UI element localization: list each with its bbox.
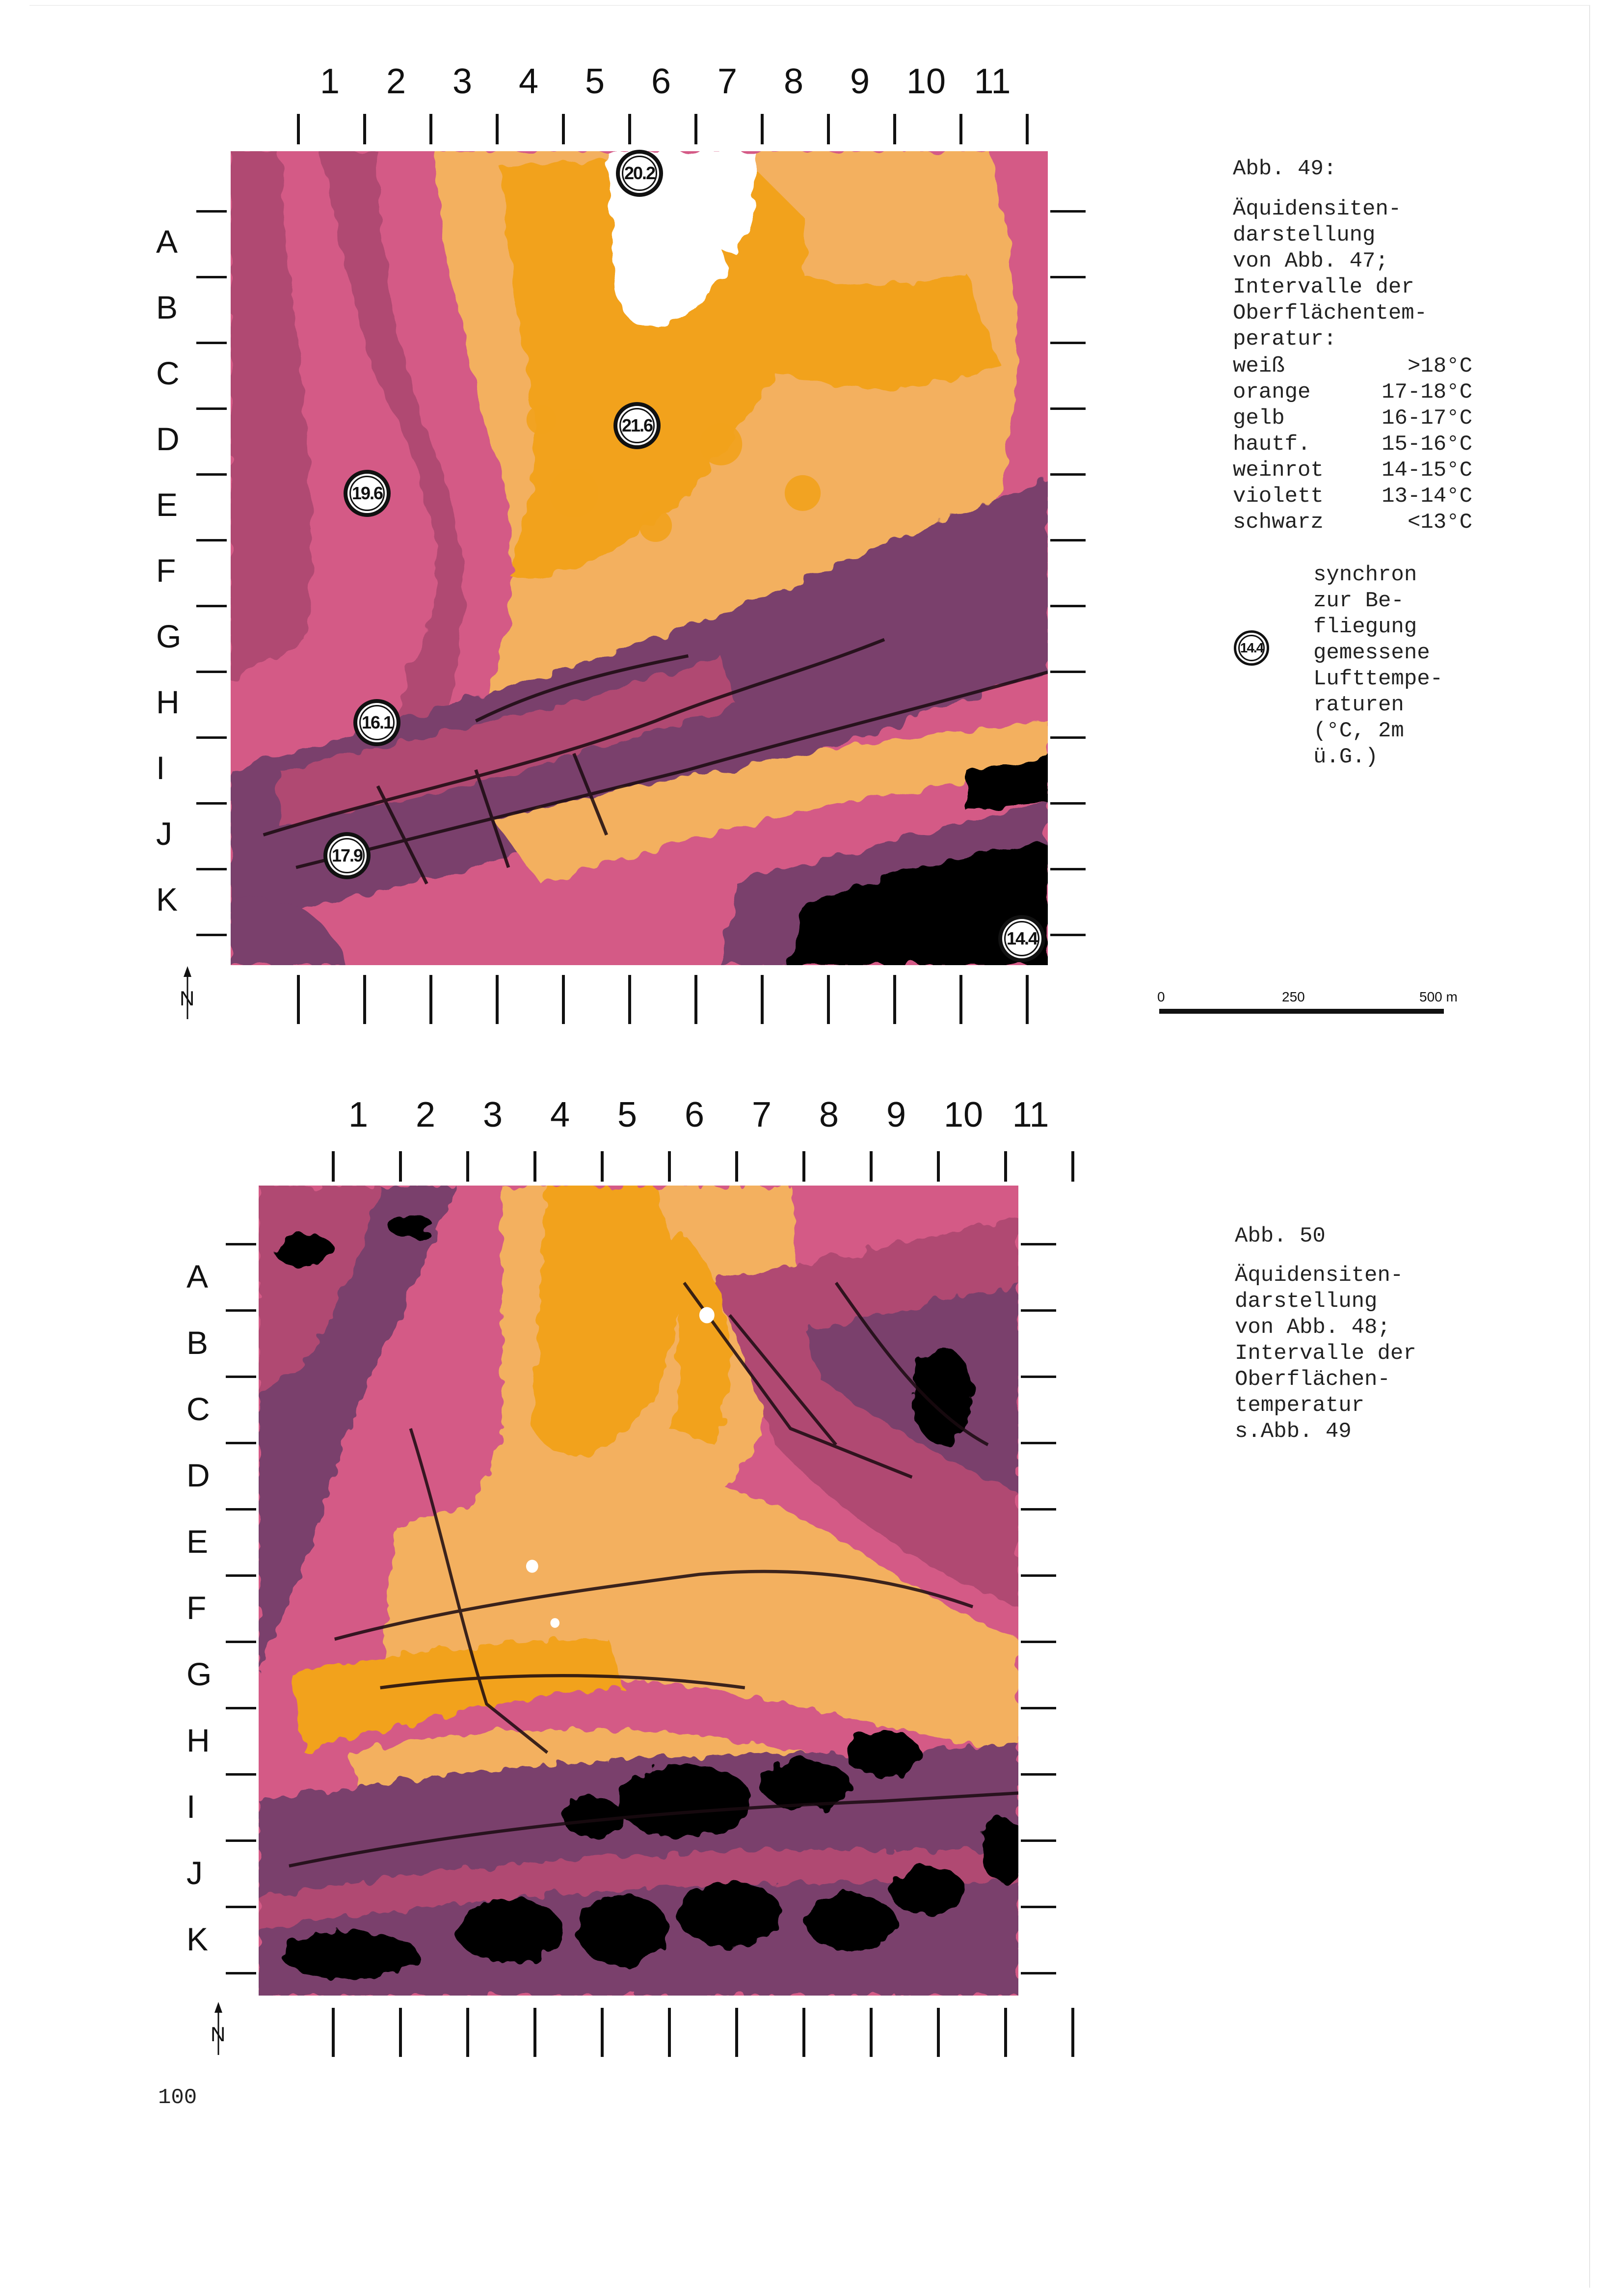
grid-tick <box>226 1773 256 1776</box>
grid-tick <box>1004 1151 1007 1182</box>
legend-class-name: hautf. <box>1233 432 1311 457</box>
grid-tick <box>601 1151 604 1182</box>
north-label: N <box>180 987 195 1010</box>
grid-tick <box>1004 2008 1007 2057</box>
grid-tick <box>196 802 227 805</box>
grid-tick <box>802 2008 805 2057</box>
grid-tick <box>196 539 227 541</box>
row-label: K <box>156 881 178 918</box>
grid-tick <box>196 473 227 476</box>
grid-tick <box>297 975 300 1024</box>
grid-tick <box>496 975 499 1024</box>
row-label: F <box>156 552 176 589</box>
grid-tick <box>226 1707 256 1709</box>
grid-tick <box>1071 2008 1074 2057</box>
temperature-marker: 19.6 <box>344 470 391 517</box>
grid-tick <box>196 934 227 936</box>
caption-line: zur Be- <box>1313 589 1404 613</box>
grid-tick <box>1021 1508 1056 1511</box>
scale-label-mid: 250 <box>1282 989 1305 1004</box>
legend-class-name: violett <box>1233 484 1324 509</box>
grid-tick <box>226 1376 256 1378</box>
legend-class-range: 14-15°C <box>1382 458 1472 483</box>
marker-example: 14.4 <box>1234 630 1269 666</box>
grid-tick <box>1050 671 1086 673</box>
caption-line: synchron <box>1313 563 1417 587</box>
grid-tick <box>1050 605 1086 607</box>
legend-class-range: >18°C <box>1407 354 1472 378</box>
column-label: 5 <box>617 1095 638 1134</box>
grid-tick <box>226 1906 256 1908</box>
grid-tick <box>1021 1773 1056 1776</box>
column-label: 5 <box>585 62 605 101</box>
grid-tick <box>694 114 697 144</box>
grid-tick <box>601 2008 604 2057</box>
grid-tick <box>1026 975 1029 1024</box>
grid-tick <box>1050 210 1086 213</box>
caption-line: Äquidensiten- <box>1235 1263 1404 1288</box>
caption-line: darstellung <box>1235 1289 1378 1314</box>
grid-tick <box>1050 342 1086 344</box>
caption-line: Äquidensiten- <box>1233 197 1402 221</box>
column-label: 4 <box>518 62 539 101</box>
caption-line: von Abb. 48; <box>1235 1315 1390 1340</box>
grid-tick <box>870 2008 873 2057</box>
grid-tick <box>399 2008 402 2057</box>
grid-tick <box>226 1574 256 1577</box>
page-number: 100 <box>158 2085 197 2110</box>
caption-line: raturen <box>1313 693 1404 717</box>
grid-tick <box>893 114 896 144</box>
grid-tick <box>1050 473 1086 476</box>
row-label: F <box>186 1590 207 1626</box>
grid-tick <box>196 868 227 870</box>
caption-line: von Abb. 47; <box>1233 249 1388 273</box>
grid-tick <box>937 1151 940 1182</box>
row-label: H <box>156 684 180 720</box>
column-label: 6 <box>684 1095 705 1134</box>
row-label: K <box>186 1921 209 1957</box>
caption-title: Abb. 50 <box>1235 1224 1326 1248</box>
grid-tick <box>668 1151 671 1182</box>
grid-tick <box>893 975 896 1024</box>
grid-tick <box>1050 802 1086 805</box>
grid-tick <box>1021 1906 1056 1908</box>
grid-tick <box>937 2008 940 2057</box>
grid-tick <box>196 276 227 278</box>
caption-line: Oberflächentem- <box>1233 301 1428 325</box>
scale-bar <box>1159 989 1463 1019</box>
grid-tick <box>1021 1641 1056 1643</box>
caption-line: Oberflächen- <box>1235 1367 1390 1392</box>
grid-tick <box>761 975 764 1024</box>
grid-tick <box>562 114 565 144</box>
caption-line: gemessene <box>1313 641 1430 665</box>
north-label: N <box>211 2023 226 2046</box>
legend-class-range: 16-17°C <box>1382 406 1472 431</box>
row-label: A <box>186 1258 209 1295</box>
legend-class-range: 17-18°C <box>1382 380 1472 405</box>
grid-tick <box>429 975 432 1024</box>
grid-tick <box>226 1243 256 1245</box>
grid-tick <box>668 2008 671 2057</box>
grid-tick <box>399 1151 402 1182</box>
temperature-marker: 20.2 <box>616 150 663 197</box>
row-label: D <box>186 1457 210 1493</box>
column-label: 1 <box>319 62 340 101</box>
column-label: 10 <box>943 1095 984 1134</box>
column-label: 2 <box>386 62 406 101</box>
row-label: C <box>156 355 180 391</box>
grid-tick <box>735 1151 738 1182</box>
row-label: E <box>156 486 178 523</box>
caption-line: ü.G.) <box>1313 745 1379 769</box>
row-label: G <box>156 618 182 654</box>
grid-tick <box>1050 539 1086 541</box>
grid-tick <box>628 114 631 144</box>
caption-line: Intervalle der <box>1233 275 1414 299</box>
caption-line: darstellung <box>1233 223 1376 247</box>
grid-tick <box>466 1151 469 1182</box>
column-label: 3 <box>452 62 473 101</box>
grid-tick <box>226 1972 256 1974</box>
grid-tick <box>196 342 227 344</box>
grid-tick <box>1021 1574 1056 1577</box>
grid-tick <box>226 1839 256 1842</box>
grid-tick <box>1021 1309 1056 1312</box>
grid-tick <box>226 1442 256 1444</box>
row-label: I <box>186 1788 196 1825</box>
grid-tick <box>1021 1376 1056 1378</box>
grid-tick <box>1050 934 1086 936</box>
grid-tick <box>196 407 227 410</box>
grid-tick <box>1050 407 1086 410</box>
column-label: 8 <box>819 1095 839 1134</box>
grid-tick <box>429 114 432 144</box>
column-label: 7 <box>751 1095 772 1134</box>
grid-tick <box>802 1151 805 1182</box>
temperature-marker: 21.6 <box>613 402 661 449</box>
thermal-map-50 <box>259 1186 1018 1996</box>
grid-tick <box>562 975 565 1024</box>
row-label: C <box>186 1391 210 1427</box>
scale-label-start: 0 <box>1157 989 1165 1004</box>
grid-tick <box>1021 1442 1056 1444</box>
grid-tick <box>870 1151 873 1182</box>
legend-class-name: weinrot <box>1233 458 1324 483</box>
grid-tick <box>1050 736 1086 739</box>
column-label: 7 <box>717 62 738 101</box>
grid-tick <box>1021 1839 1056 1842</box>
grid-tick <box>735 2008 738 2057</box>
column-label: 8 <box>783 62 804 101</box>
grid-tick <box>959 114 962 144</box>
grid-tick <box>297 114 300 144</box>
grid-tick <box>533 1151 536 1182</box>
column-label: 1 <box>348 1095 369 1134</box>
caption-line: temperatur <box>1235 1393 1365 1418</box>
grid-tick <box>1071 1151 1074 1182</box>
row-label: H <box>186 1722 210 1758</box>
temperature-marker: 16.1 <box>353 699 400 746</box>
grid-tick <box>761 114 764 144</box>
grid-tick <box>196 210 227 213</box>
grid-tick <box>196 605 227 607</box>
legend-class-range: 15-16°C <box>1382 432 1472 457</box>
column-label: 4 <box>550 1095 570 1134</box>
scale-label-end: 500 m <box>1419 989 1458 1004</box>
caption-title: Abb. 49: <box>1233 157 1337 181</box>
caption-line: fliegung <box>1313 615 1417 639</box>
grid-tick <box>1021 1243 1056 1245</box>
row-label: D <box>156 421 180 457</box>
grid-tick <box>694 975 697 1024</box>
grid-tick <box>226 1508 256 1511</box>
row-label: J <box>186 1855 203 1891</box>
grid-tick <box>1021 1972 1056 1974</box>
column-label: 10 <box>906 62 946 101</box>
grid-tick <box>1050 868 1086 870</box>
row-label: I <box>156 750 165 786</box>
grid-tick <box>196 671 227 673</box>
grid-tick <box>332 1151 335 1182</box>
grid-tick <box>496 114 499 144</box>
row-label: E <box>186 1523 209 1560</box>
temperature-marker: 17.9 <box>323 832 371 879</box>
grid-tick <box>827 114 830 144</box>
row-label: B <box>186 1324 209 1361</box>
caption-line: Intervalle der <box>1235 1341 1416 1366</box>
legend-class-name: gelb <box>1233 406 1285 431</box>
row-label: A <box>156 223 178 260</box>
grid-tick <box>226 1641 256 1643</box>
north-arrow <box>178 966 197 1020</box>
grid-tick <box>226 1309 256 1312</box>
column-label: 6 <box>651 62 671 101</box>
grid-tick <box>827 975 830 1024</box>
grid-tick <box>628 975 631 1024</box>
caption-line: peratur: <box>1233 327 1337 351</box>
grid-tick <box>1026 114 1029 144</box>
legend-class-name: weiß <box>1233 354 1285 378</box>
caption-line: s.Abb. 49 <box>1235 1419 1352 1444</box>
column-label: 11 <box>1012 1095 1049 1134</box>
legend-class-range: 13-14°C <box>1382 484 1472 509</box>
row-label: B <box>156 289 178 325</box>
legend-class-name: schwarz <box>1233 510 1324 535</box>
caption-line: Lufttempe- <box>1313 667 1443 691</box>
row-label: J <box>156 815 172 852</box>
grid-tick <box>466 2008 469 2057</box>
grid-tick <box>1050 276 1086 278</box>
caption-line: (°C, 2m <box>1313 719 1404 743</box>
grid-tick <box>533 2008 536 2057</box>
grid-tick <box>196 736 227 739</box>
column-label: 11 <box>974 62 1011 101</box>
column-label: 9 <box>886 1095 906 1134</box>
north-arrow <box>209 2002 228 2056</box>
grid-tick <box>363 975 366 1024</box>
column-label: 2 <box>415 1095 436 1134</box>
grid-tick <box>1021 1707 1056 1709</box>
row-label: G <box>186 1656 212 1692</box>
column-label: 3 <box>482 1095 503 1134</box>
grid-tick <box>363 114 366 144</box>
temperature-marker: 14.4 <box>998 915 1045 962</box>
legend-class-name: orange <box>1233 380 1311 405</box>
grid-tick <box>959 975 962 1024</box>
grid-tick <box>332 2008 335 2057</box>
column-label: 9 <box>850 62 870 101</box>
legend-class-range: <13°C <box>1407 510 1472 535</box>
